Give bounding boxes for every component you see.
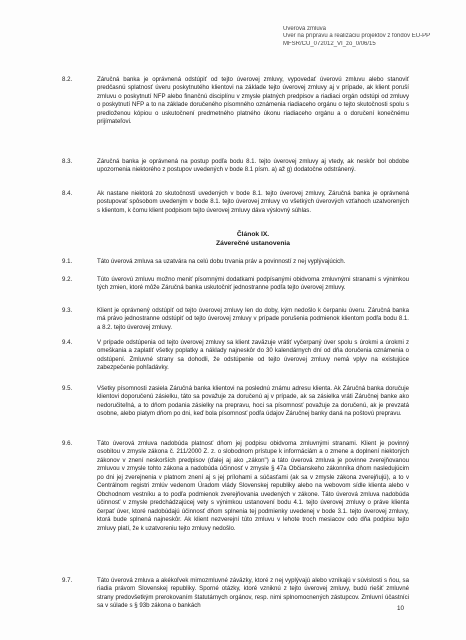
clause-text: Túto úverovú zmluvu možno meniť písomnými dodatkami podpísanými obidvoma zmluvnými stranami s výnimkou tých zmien, ktoré môže Záručná banka uskutočniť jednostranne podľa tejto úverovej zmluvy. [97,276,409,292]
clause-number: 9.7. [62,577,73,584]
clause-number: 9.3. [62,307,73,314]
clause-text: Všetky písomnosti zasiela Záručná banka klientovi na poslednú známu adresu klienta. Ak Záručná banka doručuje klientovi doporučenú zásielku, táto sa považuje za doručenú aj v prípade, ak sa zásielka vráti Záručnej banke ako nedoručiteľná, a to dňom podania zásielky na prepravu, hoci sa písomnosť považuje za doručenú, ak je prevzatá osobne, alebo piatym dňom po dni, keď bola písomnosť podľa údajov Záručnej banky daná na poštovú prepravu. [97,385,409,418]
header-line-3: MFSR/CU_072012_VI_zo_0/06/15 [283,40,376,47]
clause-number: 8.4. [62,190,73,197]
clause-number: 8.3. [62,158,73,165]
page-number: 10 [397,605,405,612]
clause-text: Klient je oprávnený odstúpiť od tejto úverovej zmluvy len do doby, kým nedošlo k čerpaniu úveru. Záručná banka má právo jednostranne odstúpiť od tejto úverovej zmluvy v prípade porušenia podmienok klientom podľa bodu 8.1. a 8.2. tejto úverovej zmluvy. [97,307,409,331]
header-line-1: Úverová zmluva [283,26,327,32]
article-title: Článok IX. [236,231,270,238]
clause-text: Záručná banka je oprávnená odstúpiť od tejto úverovej zmluvy, vypovedať úverovú zmluvu alebo stanoviť predčasnú splatnosť úveru poskytnutého klientovi na základe tejto úverovej zmluvy aj v prípade, ak klient poruší zmluvu o poskytnutí NFP alebo finančnú disciplínu v zmysle platných predpisov a riadiaci orgán odstúpi od zmluvy o poskytnutí NFP a to na základe doručeného písomného oznámenia riadiaceho orgánu o tejto skutočnosti spolu s predloženou kópiou o uskutočnení predmetného platného úkonu riadiaceho orgánu a o doručení konečnému prijímateľovi. [97,76,409,126]
clause-number: 9.6. [62,440,73,447]
clause-text: Ak nastane niektorá zo skutočností uvedených v bode 8.1. tejto úverovej zmluvy, Záručná banka je oprávnená postupovať spôsobom uvedeným v bode 8.1. tejto úverovej zmluvy vo všetkých úverových vzťahoch uzatvorených s klientom, k čomu klient podpisom tejto úverovej zmluvy dáva výslovný súhlas. [97,190,409,214]
document-header [283,26,463,48]
clause-text: Táto úverová zmluva nadobúda platnosť dňom jej podpisu obidvoma zmluvnými stranami. Klient je povinný osobitou v zmysle zákona č. 211/2000 Z. z. o slobodnom prístupe k informáciám a o zmene a doplnení niektorých zákonov v znení neskorších predpisov (ďalej aj ako „zákon") a táto úverová zmluva je povinne zverejňovanou zmluvou v zmysle tohto zákona a nadobúda účinnosť v zmysle § 47a Občianskeho zákonníka dňom nasledujúcim po dni jej zverejnenia v platnom znení aj s jej prílohami a súčasťami (ak sa v zmysle zákona zverejňujú), a to v Centrálnom registri zmlúv vedenom Úradom vlády Slovenskej republiky alebo na webovom sídle klienta alebo v Obchodnom vestníku a to podľa podmienok zverejňovania uvedených v zákone. Táto úverová zmluva nadobúda účinnosť v zmysle predchádzajúcej vety s výnimkou ustanovení bodu 4.1. tejto úverovej zmluvy o práve klienta čerpať úver, ktoré nadobúdajú účinnosť dňom splnenia tej podmienky uvedenej v bode 3.1. tejto úverovej zmluvy, ktorá bude splnená najneskôr. Ak klient nezverejní túto zmluvu v lehote troch mesiacov odo dňa podpisu tejto zmluvy platí, že k uzatvoreniu tejto zmluvy nedošlo. [97,440,409,532]
clause-number: 9.1. [62,258,73,265]
clause-text: Táto úverová zmluva a akékoľvek mimozmluvné záväzky, ktoré z nej vyplývajú alebo vznikajú v súvislosti s ňou, sa riadia právom Slovenskej republiky. Sporné otázky, ktoré vzniknú z tejto úverovej zmluvy, budú riešiť zmluvné strany predovšetkým prerokovaním štatutárnych orgánov, resp. nimi splnomocnených zástupcov. Zmluvní účastníci sa v súlade s § 93b zákona o bankách [97,577,409,610]
clause-number: 9.4. [62,339,73,346]
clause-number: 8.2. [62,76,73,83]
clause-text: Táto úverová zmluva sa uzatvára na celú dobu trvania práv a povinností z nej vyplývajúcich. [97,258,346,265]
clause-number: 9.2. [62,276,73,283]
article-subtitle: Záverečné ustanovenia [216,240,290,247]
clause-number: 9.5. [62,385,73,392]
clause-text: V prípade odstúpenia od tejto úverovej zmluvy sa klient zaväzuje vrátiť vyčerpaný úver spolu s úrokmi a úrokmi z omeškania a zaplatiť všetky poplatky a náklady najneskôr do 30 kalendárnych dní od dňa doručenia oznámenia o odstúpení. Zmluvné strany sa dohodli, že odstúpenie od tejto úverovej zmluvy nemá vplyv na existujúce zabezpečenie pohľadávky. [97,339,409,372]
header-line-2: Úver na prípravu a realizáciu projektov z fondov EÚ-PP [283,33,431,40]
clause-text: Záručná banka je oprávnená na postup podľa bodu 8.1. tejto úverovej zmluvy aj vtedy, ak neskôr bol obdobe upozornenia niektorého z postupov uvedených v bode 8.1 písm. a) až g) dodatočne odstránený. [97,158,409,174]
